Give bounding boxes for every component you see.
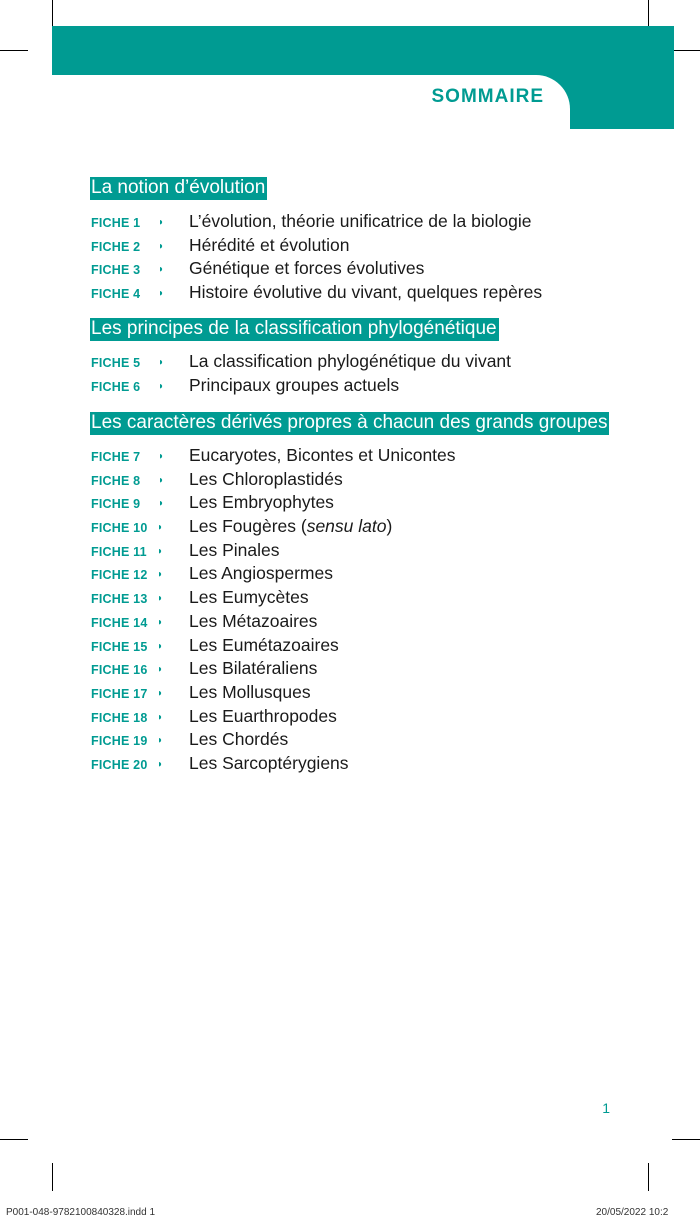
- arrow-icon: ◗: [158, 288, 165, 300]
- crop-mark: [672, 50, 700, 51]
- arrow-icon: ◗: [158, 217, 165, 228]
- page-number: 1: [602, 1100, 610, 1116]
- fiche-code: FICHE 10: [91, 521, 148, 536]
- arrow-icon: ◗: [157, 616, 164, 628]
- section-title: La notion d’évolution: [91, 177, 266, 198]
- arrow-icon: ◗: [158, 474, 165, 486]
- toc-label: L’évolution, théorie unificatrice de la biologie: [189, 211, 532, 231]
- crop-mark: [52, 1163, 53, 1191]
- fiche-code: FICHE 16: [91, 663, 148, 678]
- toc-label: Les Mollusques: [189, 681, 311, 702]
- toc-label: Les Chloroplastidés: [189, 468, 343, 489]
- fiche-code: FICHE 18: [91, 710, 148, 725]
- toc-label: Les Sarcoptérygiens: [189, 752, 349, 773]
- file-slug: P001-048-9782100840328.indd 1: [6, 1207, 156, 1218]
- toc-label: Les Métazoaires: [189, 610, 318, 631]
- toc-label: Les Embryophytes: [189, 492, 334, 513]
- section-title: Les caractères dérivés propres à chacun des grands groupes: [91, 412, 608, 433]
- fiche-code: FICHE 12: [91, 568, 148, 583]
- section-title: Les principes de la classification phylogénétique: [91, 318, 497, 339]
- toc-label: Les Chordés: [189, 729, 289, 750]
- date-slug: 20/05/2022 10:2: [596, 1207, 669, 1218]
- fiche-code: FICHE 1: [91, 216, 141, 230]
- toc-label: La classification phylogénétique du vivant: [189, 351, 512, 371]
- crop-mark: [0, 50, 28, 51]
- crop-mark: [648, 1163, 649, 1191]
- arrow-icon: ◗: [157, 758, 164, 770]
- page-title: SOMMAIRE: [431, 86, 544, 107]
- toc-label: Les Eumycètes: [189, 587, 309, 608]
- fiche-code: FICHE 20: [91, 757, 148, 772]
- fiche-code: FICHE 15: [91, 639, 148, 654]
- arrow-icon: ◗: [158, 451, 165, 462]
- fiche-code: FICHE 17: [91, 686, 148, 701]
- arrow-icon: ◗: [157, 735, 164, 747]
- arrow-icon: ◗: [157, 545, 164, 557]
- toc-label-italic: sensu lato: [306, 516, 387, 537]
- fiche-code: FICHE 7: [91, 450, 141, 464]
- arrow-icon: ◗: [158, 498, 165, 510]
- crop-mark: [648, 0, 649, 28]
- arrow-icon: ◗: [157, 522, 164, 534]
- toc-label: Les Pinales: [189, 539, 280, 560]
- fiche-code: FICHE 6: [91, 379, 141, 394]
- toc-label: Les Angiospermes: [189, 563, 333, 584]
- toc-label: [189, 516, 392, 537]
- fiche-code: FICHE 11: [91, 544, 147, 559]
- fiche-code: FICHE 3: [91, 263, 141, 278]
- toc-label: Les Bilatéraliens: [189, 658, 318, 679]
- fiche-code: FICHE 19: [91, 734, 148, 749]
- header-band: [52, 26, 674, 75]
- crop-mark: [672, 1139, 700, 1140]
- crop-mark: [0, 1139, 28, 1140]
- fiche-code: FICHE 14: [91, 615, 148, 630]
- toc-label: Les Euarthropodes: [189, 705, 337, 726]
- fiche-code: FICHE 4: [91, 287, 141, 302]
- fiche-code: FICHE 9: [91, 497, 141, 512]
- arrow-icon: ◗: [157, 569, 164, 581]
- toc-label: Hérédité et évolution: [189, 234, 350, 255]
- fiche-code: FICHE 8: [91, 473, 141, 488]
- fiche-code: FICHE 13: [91, 592, 148, 607]
- arrow-icon: ◗: [158, 357, 165, 368]
- arrow-icon: ◗: [157, 687, 164, 699]
- arrow-icon: ◗: [158, 240, 165, 252]
- arrow-icon: ◗: [157, 711, 164, 723]
- arrow-icon: ◗: [157, 593, 164, 605]
- crop-mark: [52, 0, 53, 28]
- toc-label: Histoire évolutive du vivant, quelques repères: [189, 282, 543, 303]
- arrow-icon: ◗: [157, 664, 164, 676]
- toc-label: Génétique et forces évolutives: [189, 258, 425, 279]
- fiche-code: FICHE 2: [91, 239, 141, 254]
- fiche-code: FICHE 5: [91, 356, 141, 370]
- toc-label: Les Eumétazoaires: [189, 634, 339, 655]
- toc-label-text: Les Fougères (: [189, 516, 307, 537]
- toc-label: Eucaryotes, Bicontes et Unicontes: [189, 445, 456, 465]
- toc-label-suffix: ): [386, 516, 393, 537]
- arrow-icon: ◗: [157, 640, 164, 652]
- toc-label: Principaux groupes actuels: [189, 374, 400, 395]
- arrow-icon: ◗: [158, 380, 165, 392]
- arrow-icon: ◗: [158, 264, 165, 276]
